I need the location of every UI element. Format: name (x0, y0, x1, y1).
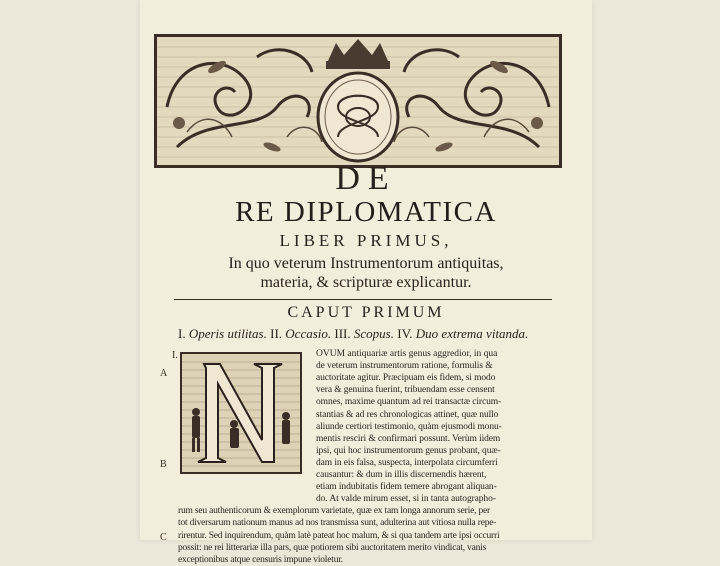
subtitle-line-1: In quo veterum Instrumentorum antiquitas, (228, 255, 504, 272)
book-page (140, 0, 592, 565)
divider-rule (174, 299, 552, 300)
body-line: etiam indubitatis fidem temere abrogant aliquan- (316, 482, 497, 493)
initial-engraving (182, 354, 300, 472)
margin-note-c: C (160, 532, 167, 543)
body-line: auctoritate agitur. Præcipuam eis fidem, si modo (316, 373, 496, 384)
body-line: mentis resciri & confirmari possunt. Verùm iidem (316, 433, 501, 444)
title-liber: LIBER PRIMUS, (279, 231, 453, 250)
contents-num-3: III. (334, 326, 351, 341)
contents-text-3: Scopus. (353, 326, 394, 341)
contents-num-4: IV. (397, 326, 413, 341)
subtitle-line-2: materia, & scripturæ explicantur. (260, 274, 472, 291)
chapter-heading: CAPUT PRIMUM (287, 304, 445, 321)
title-main: RE DIPLOMATICA (235, 196, 497, 228)
title-de: DE (335, 160, 397, 197)
contents-text-4: Duo extrema vitanda. (415, 326, 529, 341)
contents-text-1: Operis utilitas. (188, 326, 267, 341)
body-line: ipsi, qui hoc instrumentorum genus probant, quæ- (316, 445, 501, 456)
body-line: stantias & ad res chronologicas attinet, quæ nullo (316, 409, 499, 420)
body-line: tot diversarum nationum manus ad nos transmissa sunt, adulterina aut vitiosa nulla repe- (178, 518, 497, 529)
decorated-initial-n (180, 352, 302, 474)
body-line: vera & genuina fuerint, tribuendam esse censent (316, 385, 495, 396)
headpiece-engraving (157, 37, 559, 165)
body-line: do. At valde mirum esset, si in tanta autographo- (316, 494, 496, 505)
body-line: omnes, maxime quantum ad rei transactæ circum- (316, 397, 502, 408)
body-line: exceptionibus atque censuris impune violetur. (178, 554, 343, 565)
body-line: rum seu authenticorum & exemplorum varietate, quæ ex tam longa annorum serie, per (178, 506, 490, 517)
body-line: possit: ne rei litterariæ illa pars, quæ potiorem sibi auctoritatem merito vindicat, vanis (178, 542, 487, 553)
body-line: rirentur. Sed inquirendum, quàm latè pateat hoc malum, & si qua tandem arte ipsi occurri (178, 530, 500, 541)
margin-section-num: I. (172, 350, 178, 361)
margin-note-a: A (160, 368, 168, 379)
body-line: aliunde certiori testimonio, quàm ejusmodi monu- (316, 421, 502, 432)
ornamental-headpiece (154, 34, 562, 168)
contents-text-2: Occasio. (285, 326, 332, 341)
body-line: de veterum instrumentorum ratione, formulis & (316, 361, 493, 372)
contents-num-2: II. (270, 326, 283, 341)
body-line: causantur: & dum in illis discernendis hærent, (316, 470, 487, 480)
chapter-contents (178, 326, 528, 342)
contents-num-1: I. (178, 326, 186, 341)
body-line: dam in eis falsa, suspecta, interpolata circumferri (316, 457, 498, 468)
margin-note-b: B (160, 459, 167, 470)
body-line: OVUM antiquariæ artis genus aggredior, in qua (316, 349, 498, 359)
